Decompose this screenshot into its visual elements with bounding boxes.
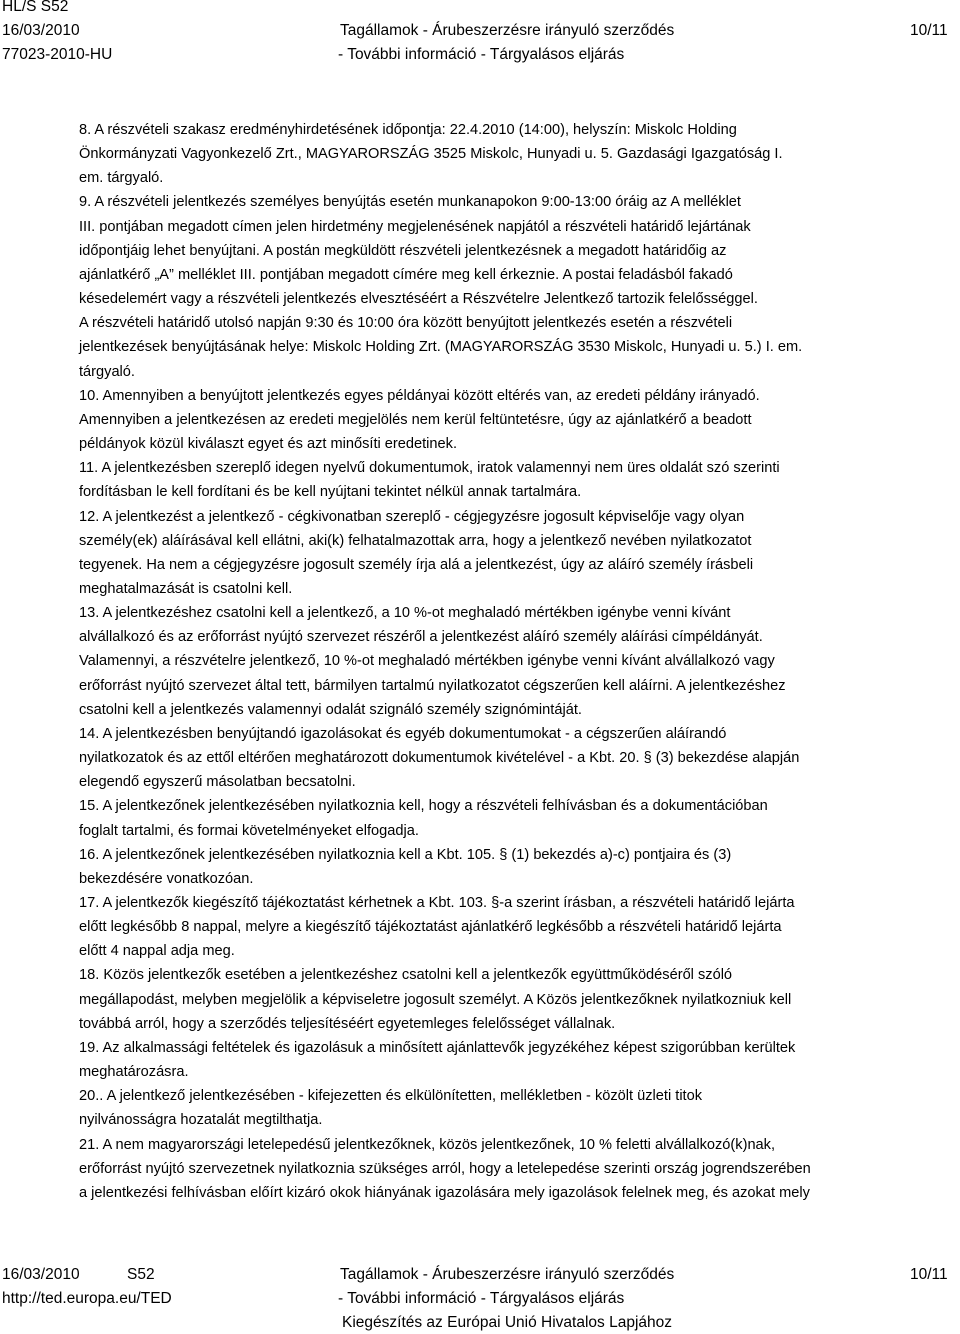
body-line: nyilvánosságra hozatalát megtilthatja. xyxy=(79,1112,323,1129)
footer-title: Tagállamok - Árubeszerzésre irányuló szerződés xyxy=(340,1266,675,1283)
body-line: III. pontjában megadott címen jelen hirdetmény megjelenésének napjától a részvételi határidő lejártának xyxy=(79,218,751,235)
body-line: példányok közül kiválaszt egyet és azt minősíti eredetinek. xyxy=(79,436,458,453)
body-line: 11. A jelentkezésben szereplő idegen nyelvű dokumentumok, iratok valamennyi nem üres oldalát szó szerinti xyxy=(79,460,780,477)
header-subtitle: - További információ - Tárgyalásos eljárás xyxy=(338,46,625,63)
body-line: 12. A jelentkezést a jelentkező - cégkivonatban szereplő - cégjegyzésre jogosult képviselője vagy olyan xyxy=(79,508,745,525)
body-line: személy(ek) aláírásával kell ellátni, aki(k) felhatalmazottak arra, hogy a jelentkező nevében nyilatkozatot xyxy=(79,532,752,549)
body-line: nyilatkozatok és az ettől eltérően meghatározott dokumentumok kivételével - a Kbt. 20. § (3) bekezdése alapján xyxy=(79,750,800,767)
body-line: elegendő egyszerű másolatban becsatolni. xyxy=(79,774,356,791)
body-line: 8. A részvételi szakasz eredményhirdetésének időpontja: 22.4.2010 (14:00), helyszín: Miskolc Holding xyxy=(79,122,737,138)
body-line: időpontjáig lehet benyújtani. A postán megküldött részvételi jelentkezésnek a megadott határidőig az xyxy=(79,242,727,259)
body-line: bekezdésére vonatkozóan. xyxy=(79,870,254,887)
document-body xyxy=(79,118,959,1205)
header-journal-ref: HL/S S52 xyxy=(2,0,69,15)
body-line: 21. A nem magyarországi letelepedésű jelentkezőknek, közös jelentkezőnek, 10 % feletti alvállalkozó(k)nak, xyxy=(79,1136,776,1153)
footer-date: 16/03/2010 xyxy=(2,1266,80,1283)
body-line: megállapodást, melyben megjelölik a képviseletre jogosult személyt. A Közös jelentkezőknek nyilatkozniuk kell xyxy=(79,991,792,1008)
header-page-number: 10/11 xyxy=(910,22,948,39)
header-title: Tagállamok - Árubeszerzésre irányuló szerződés xyxy=(340,22,675,39)
body-line: erőforrást nyújtó szervezetnek nyilatkoznia szükséges arról, hogy a letelepedése szerinti ország jogrendszerében xyxy=(79,1160,811,1177)
footer-url-link[interactable]: http://ted.europa.eu/TED xyxy=(2,1290,172,1307)
body-line: 18. Közös jelentkezők esetében a jelentkezéshez csatolni kell a jelentkezők együttműködéséről szóló xyxy=(79,967,733,984)
body-line: meghatározásra. xyxy=(79,1064,189,1081)
body-line: 19. Az alkalmassági feltételek és igazolásuk a minősített ajánlattevők jegyzékéhez képest szigorúbban kerültek xyxy=(79,1039,796,1056)
body-line: em. tárgyaló. xyxy=(79,170,164,187)
body-line: 20.. A jelentkező jelentkezésében - kifejezetten és elkülönítetten, mellékletben - közölt üzleti titok xyxy=(79,1088,703,1105)
body-line: a jelentkezési felhívásban előírt kizáró okok hiányának igazolására mely igazolások felelnek meg, és azokat mely xyxy=(79,1184,810,1201)
body-line: 13. A jelentkezéshez csatolni kell a jelentkező, a 10 %-ot meghaladó mértékben igénybe venni kívánt xyxy=(79,605,731,622)
footer-series: S52 xyxy=(127,1266,155,1283)
body-line: 17. A jelentkezők kiegészítő tájékoztatást kérhetnek a Kbt. 103. §-a szerint írásban, a részvételi határidő lejárta xyxy=(79,895,795,911)
body-line: továbbá arról, hogy a szerződés teljesítéséért egyetemleges felelősséget vállalnak. xyxy=(79,1015,616,1032)
body-line: 9. A részvételi jelentkezés személyes benyújtás esetén munkanapokon 9:00-13:00 óráig az A melléklet xyxy=(79,194,741,211)
footer-page-number: 10/11 xyxy=(910,1266,948,1283)
body-line: tárgyaló. xyxy=(79,363,135,380)
body-line: előtt 4 nappal adja meg. xyxy=(79,943,235,960)
body-line: 10. Amennyiben a benyújtott jelentkezés egyes példányai között eltérés van, az eredeti példány irányadó. xyxy=(79,387,760,404)
header-date: 16/03/2010 xyxy=(2,22,80,39)
body-line: tegyenek. Ha nem a cégjegyzésre jogosult személy írja alá a jelentkezést, úgy az aláíró személy írásbeli xyxy=(79,556,754,573)
body-line: fordításban le kell fordítani és be kell nyújtani tekintet nélkül annak tartalmára. xyxy=(79,484,582,501)
body-line: előtt legkésőbb 8 nappal, melyre a kiegészítő tájékoztatást ajánlatkérő legkésőbb a részvételi határidő lejárta xyxy=(79,919,782,936)
body-line: 14. A jelentkezésben benyújtandó igazolásokat és egyéb dokumentumokat - a cégszerűen aláírandó xyxy=(79,725,727,742)
body-line: Valamennyi, a részvételre jelentkező, 10 %-ot meghaladó mértékben igénybe venni kívánt alvállalkozó vagy xyxy=(79,653,775,670)
body-line: 15. A jelentkezőnek jelentkezésében nyilatkoznia kell, hogy a részvételi felhívásban és a dokumentációban xyxy=(79,798,768,815)
body-line: 16. A jelentkezőnek jelentkezésében nyilatkoznia kell a Kbt. 105. § (1) bekezdés a)-c) pontjaira és (3) xyxy=(79,846,732,863)
body-line: Önkormányzati Vagyonkezelő Zrt., MAGYARORSZÁG 3525 Miskolc, Hunyadi u. 5. Gazdasági Igazgatóság I. xyxy=(79,146,783,163)
header-notice-id: 77023-2010-HU xyxy=(2,46,113,63)
body-line: foglalt tartalmi, és formai követelményeket elfogadja. xyxy=(79,822,419,839)
body-line: csatolni kell a jelentkezés valamennyi odalát szignáló személy szignómintáját. xyxy=(79,701,582,718)
footer-subtitle: - További információ - Tárgyalásos eljárás xyxy=(338,1290,625,1307)
body-line: A részvételi határidő utolsó napján 9:30 és 10:00 óra között benyújtott jelentkezés esetén a részvételi xyxy=(79,315,733,332)
body-line: jelentkezések benyújtásának helye: Miskolc Holding Zrt. (MAGYARORSZÁG 3530 Miskolc, Hunyadi u. 5.) I. em. xyxy=(79,339,803,356)
body-line: késedelemért vagy a részvételi jelentkezés elvesztéséért a Részvételre Jelentkező tartozik felelősséggel. xyxy=(79,291,758,308)
body-line: ajánlatkérő „A” melléklet III. pontjában megadott címére meg kell érkeznie. A postai feladásból fakadó xyxy=(79,266,733,283)
body-line: erőforrást nyújtó szervezet által tett, bármilyen tartalmú nyilatkozatot cégszerűen kell aláírni. A jelentkezéshez xyxy=(79,677,786,694)
footer-supplement-note: Kiegészítés az Európai Unió Hivatalos Lapjához xyxy=(342,1314,672,1331)
body-line: Amennyiben a jelentkezésen az eredeti megjelölés nem kerül feltüntetésre, úgy az ajánlatkérő a beadott xyxy=(79,411,752,428)
body-line: meghatalmazását is csatolni kell. xyxy=(79,580,293,597)
body-line: alvállalkozó és az erőforrást nyújtó szervezet részéről a jelentkezést aláíró személy aláírási címpéldányát. xyxy=(79,629,763,646)
